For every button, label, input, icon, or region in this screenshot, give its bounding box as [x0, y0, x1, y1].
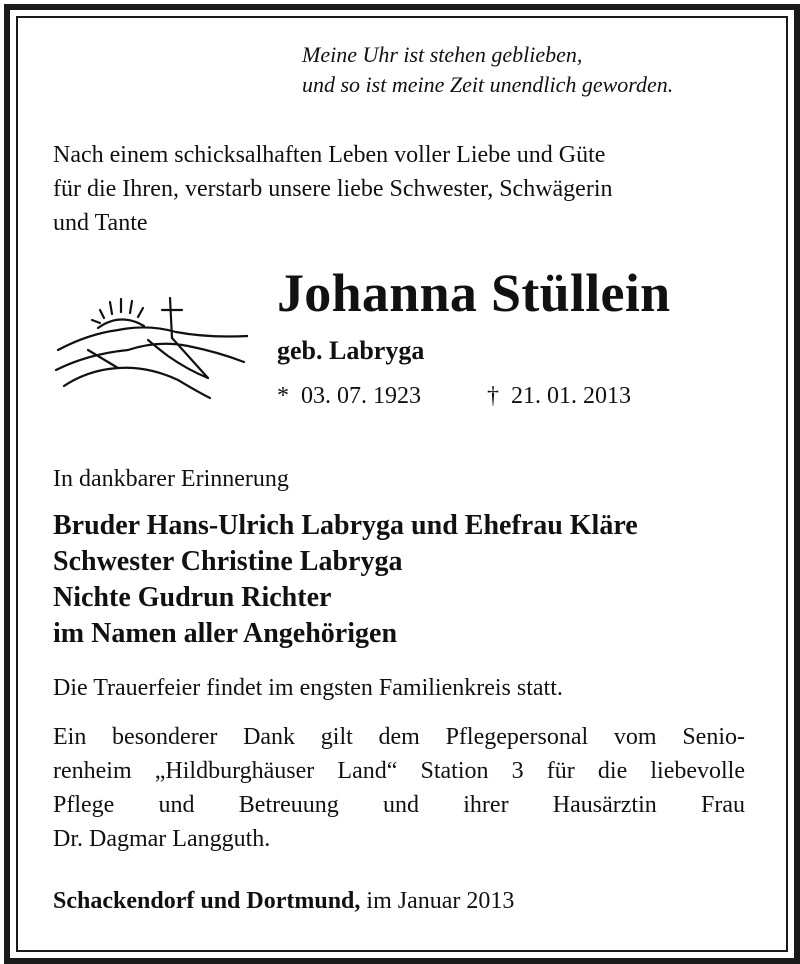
mourners-list: [53, 508, 638, 652]
intro-line-1: Nach einem schicksalhaften Leben voller Liebe und Güte: [53, 142, 606, 168]
birth-date-row: [277, 383, 421, 410]
mourner-line: Nichte Gudrun Richter: [53, 582, 332, 613]
birth-symbol: *: [277, 383, 289, 409]
memory-intro: In dankbarer Erinnerung: [53, 466, 289, 492]
hills-cross-sun-icon: [48, 290, 248, 400]
thanks-line-1: Ein besonderer Dank gilt dem Pflegepersonal vom Senio-: [53, 724, 745, 750]
closing-place: Schackendorf und Dortmund,: [53, 888, 361, 914]
death-date: 21. 01. 2013: [511, 383, 631, 409]
deceased-name: Johanna Stüllein: [277, 263, 671, 323]
maiden-name: geb. Labryga: [277, 336, 425, 365]
mourner-line: Bruder Hans-Ulrich Labryga und Ehefrau Kläre: [53, 510, 638, 541]
funeral-notice: Die Trauerfeier findet im engsten Familienkreis statt.: [53, 675, 563, 701]
death-date-row: [487, 383, 631, 410]
thanks-paragraph: [53, 720, 745, 856]
birth-date: 03. 07. 1923: [301, 383, 421, 409]
thanks-line-3: Pflege und Betreuung und ihrer Hausärztin Frau: [53, 792, 745, 818]
mourner-line: im Namen aller Angehörigen: [53, 618, 398, 649]
closing-date: im Januar 2013: [366, 888, 515, 914]
intro-text: [53, 138, 745, 240]
death-symbol: †: [487, 383, 499, 409]
intro-line-2: für die Ihren, verstarb unsere liebe Schwester, Schwägerin: [53, 176, 613, 202]
closing-line: [53, 888, 514, 915]
quote-line-1: Meine Uhr ist stehen geblieben,: [302, 42, 583, 67]
intro-line-3: und Tante: [53, 210, 148, 236]
thanks-line-2: renheim „Hildburghäuser Land“ Station 3 für die liebevolle: [53, 758, 745, 784]
epigraph-quote: [302, 40, 673, 100]
thanks-line-4: Dr. Dagmar Langguth.: [53, 826, 271, 852]
mourner-line: Schwester Christine Labryga: [53, 546, 403, 577]
quote-line-2: und so ist meine Zeit unendlich geworden.: [302, 72, 674, 97]
